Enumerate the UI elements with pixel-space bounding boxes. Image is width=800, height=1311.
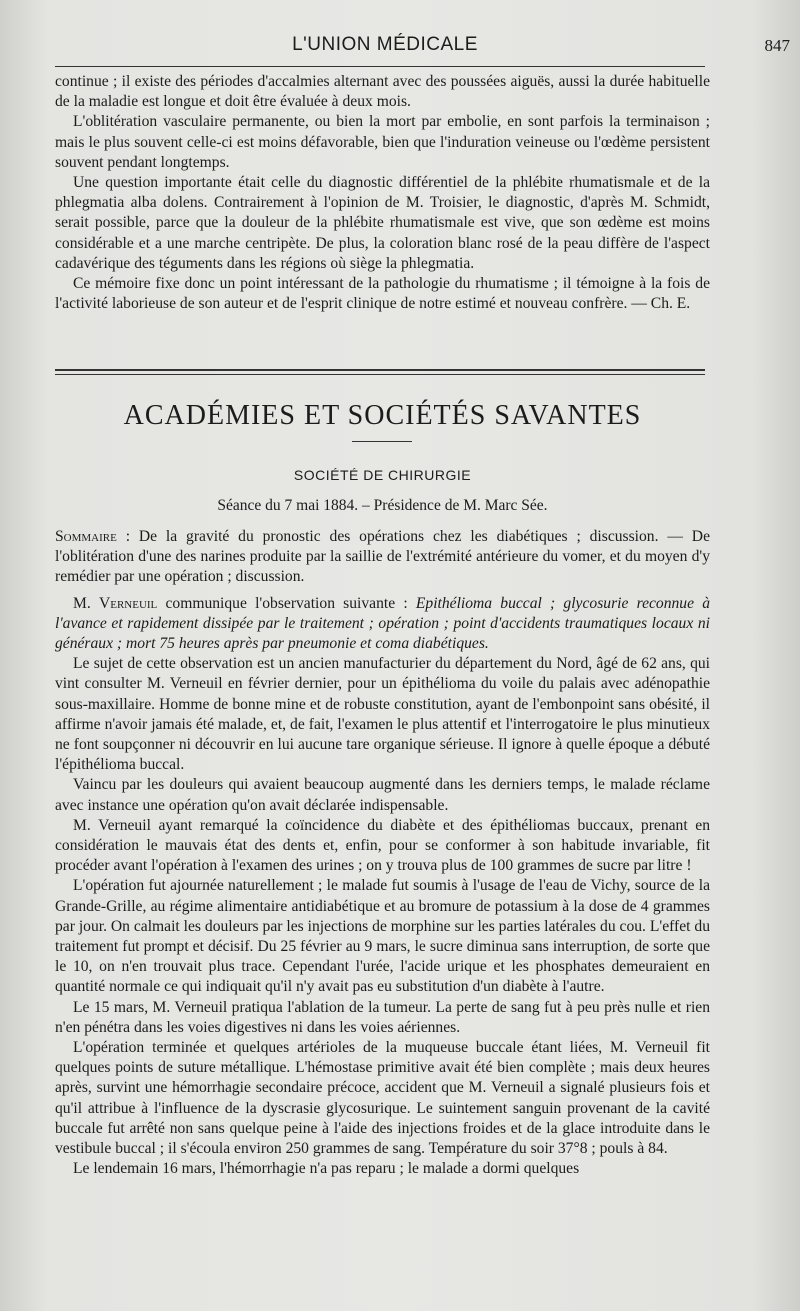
page-header [60, 34, 790, 62]
paragraph: L'opération fut ajournée naturellement ; le malade fut soumis à l'usage de l'eau de Vichy, source de la Grande-Grille, au régime alimentaire antidiabétique et au bromure de potassium à la dose de 4 grammes par jour. On calmait les douleurs par les injections de morphine sur les parties latérales du cou. L'effet du traitement fut prompt et décisif. Du 25 février au 9 mars, le sucre diminua sans interruption, de sorte que le 10, on n'en trouvait plus trace. Cependant l'urée, l'acide urique et les phosphates demeuraient en quantité normale ce qui indiquait qu'il n'y avait pas eu substitution d'un diabète à l'autre. [55, 877, 710, 996]
paragraph: Ce mémoire fixe donc un point intéressant de la pathologie du rhumatisme ; il témoigne à la fois de l'activité laborieuse de son auteur et de l'esprit clinique de notre estimé et nouveau confrère. — Ch. E. [55, 275, 710, 313]
section-title: ACADÉMIES ET SOCIÉTÉS SAVANTES [123, 400, 642, 431]
top-article-continuation [55, 72, 710, 314]
speaker-name: Verneuil [98, 594, 158, 612]
sommaire-label: Sommaire : [55, 528, 131, 545]
paragraph: M. Verneuil ayant remarqué la coïncidence du diabète et des épithéliomas buccaux, prenant en considération le mauvais état des dents et, enfin, pour se conformer à son habitude invariable, fit procéder avant l'opération à l'examen des urines ; on y trouva plus de 100 grammes de sucre par litre ! [55, 816, 710, 875]
observation-title: Epithélioma buccal ; glycosurie reconnue à l'avance et rapidement dissipée par le traitement ; opération ; point d'accidents traumatiques locaux ni généraux ; mort 75 heures après par pneumonie et coma diabétiques. [55, 594, 711, 653]
paragraph: Une question importante était celle du diagnostic différentiel de la phlébite rhumatismale et de la phlegmatia alba dolens. Contrairement à l'opinion de M. Troisier, le diagnostic, d'après M. Schmidt, serait possible, parce que la douleur de la phlébite rhumatismale est vive, que son œdème est moins considérable et a une marche centripète. De plus, la coloration blanc rosé de la peau diffère de l'aspect cadavérique des téguments dans les régions où siège la phlegmatia. [55, 174, 710, 272]
speaker-prefix: M. [73, 594, 91, 612]
section-double-rule-top [55, 369, 705, 371]
paragraph: L'oblitération vasculaire permanente, ou bien la mort par embolie, en sont parfois la terminaison ; mais le plus souvent celle-ci est moins défavorable, bien que l'induration veineuse ou l'œdème persistent souvent pendant longtemps. [55, 113, 710, 171]
section-short-rule [352, 441, 412, 442]
sommaire [55, 527, 710, 588]
society-title: SOCIÉTÉ DE CHIRURGIE [293, 467, 472, 483]
paragraph: Le lendemain 16 mars, l'hémorrhagie n'a pas reparu ; le malade a dormi quelques [73, 1160, 580, 1178]
seance-line: Séance du 7 mai 1884. – Présidence de M. Marc Sée. [217, 497, 548, 514]
paragraph: Le sujet de cette observation est un ancien manufacturier du département du Nord, âgé de 62 ans, qui vint consulter M. Verneuil en février dernier, pour un épithélioma du voile du palais avec adénopathie sous-maxillaire. Homme de bonne mine et de robuste constitution, ayant de l'embonpoint sans obésité, il affirme n'avoir jamais été malade, et, de fait, l'examen le plus attentif et l'interrogatoire le plus minutieux ne font soupçonner ni découvrir en lui aucune tare organique sérieuse. Il ignore à quelle époque a débuté l'épithélioma buccal. [55, 655, 710, 774]
header-rule [55, 66, 705, 67]
page-number: 847 [764, 36, 790, 55]
sommaire-text: De la gravité du pronostic des opérations chez les diabétiques ; discussion. — De l'oblitération d'une des narines produite par la saillie de l'extrémité antérieure du vomer, et du moyen d'y remédier par une opération ; discussion. [55, 528, 710, 586]
paragraph: continue ; il existe des périodes d'accalmies alternant avec des poussées aiguës, aussi la durée habituelle de la maladie est longue et doit être évaluée à deux mois. [55, 73, 710, 111]
paragraph: Le 15 mars, M. Verneuil pratiqua l'ablation de la tumeur. La perte de sang fut à peu près nulle et rien n'en pénétra dans les voies digestives ni dans les voies aériennes. [55, 998, 710, 1036]
society-report [55, 527, 710, 1180]
paragraph: L'opération terminée et quelques artérioles de la muqueuse buccale étant liées, M. Verneuil fit quelques points de suture métallique. L'hémostase primitive avait été bien complète ; mais deux heures après, survint une hémorrhagie secondaire précoce, accident que M. Verneuil a signalé plusieurs fois et qu'il attribue à l'influence de la dyscrasie glycosurique. Le suintement sanguin provenant de la cavité buccale fut arrêté non sans quelque peine à l'aide des injections froides et de la glace introduite dans le vestibule buccal ; il s'écoula environ 250 grammes de sang. Température du soir 37°8 ; pouls à 84. [55, 1039, 710, 1158]
verneuil-intro [55, 594, 710, 655]
section-double-rule-bottom [55, 374, 705, 375]
intro-text: communique l'observation suivante : [165, 594, 408, 612]
running-title: L'UNION MÉDICALE [292, 34, 478, 55]
paragraph: Vaincu par les douleurs qui avaient beaucoup augmenté dans les derniers temps, le malade réclame avec instance une opération qu'on avait déclarée indispensable. [55, 776, 710, 814]
